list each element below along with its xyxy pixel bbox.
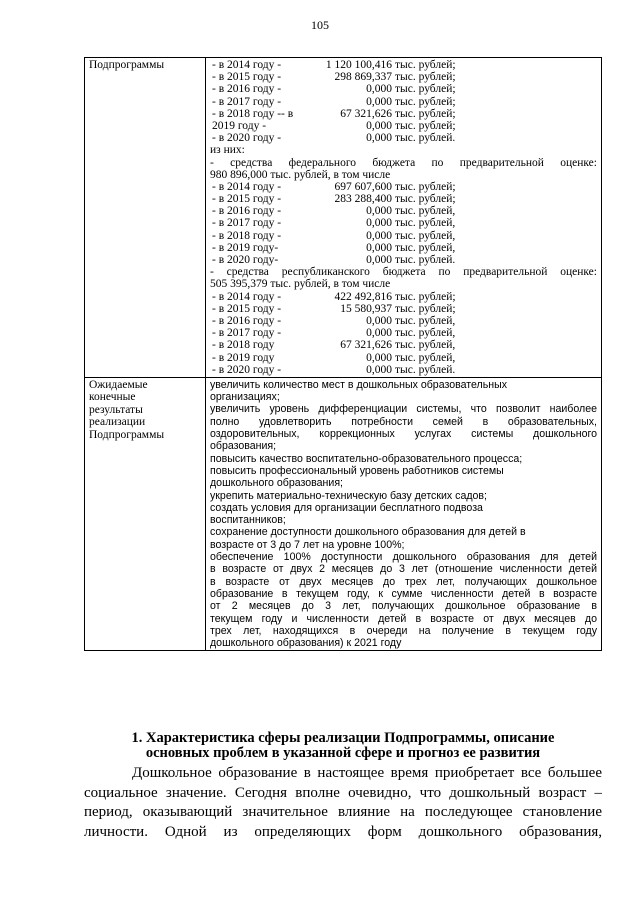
- federal-year-row: [212, 193, 597, 205]
- row-label-expected-results: [85, 377, 206, 651]
- financing-year-row: [212, 71, 597, 83]
- unit-label: тыс. рублей;: [395, 83, 456, 96]
- expected-result-line: текущем году и численности детей в возрасте от двух месяцев до: [210, 612, 597, 625]
- year-label: - в 2015 году -: [212, 71, 282, 84]
- amount-value: 0,000: [366, 327, 392, 340]
- expected-result-line: увеличить уровень дифференциации системы, что позволит наиболее: [210, 403, 597, 416]
- expected-result-line: образования;: [210, 440, 277, 453]
- year-label: - в 2014 году -: [212, 180, 282, 193]
- year-label: - в 2019 году: [212, 351, 275, 364]
- unit-label: тыс. рублей,: [395, 314, 456, 327]
- year-label: - в 2020 году -: [212, 132, 282, 145]
- expected-result-line: увеличить количество мест в дошкольных образовательных: [210, 378, 507, 391]
- year-label: - в 2015 году -: [212, 193, 282, 206]
- republic-financing-block: [212, 291, 597, 376]
- expected-result-line: образование в текущем году, к сумме численности детей в возрасте: [210, 587, 597, 600]
- year-label: - в 2017 году -: [212, 327, 282, 340]
- financing-year-row: [212, 108, 597, 120]
- expected-result-line: обеспечение 100% доступности дошкольного образования для детей: [210, 551, 597, 564]
- expected-result-line: повысить профессиональный уровень работников системы: [210, 464, 504, 477]
- unit-label: тыс. рублей;: [395, 59, 456, 71]
- section-title-line: основных проблем в указанной сфере и прогноз ее развития: [145, 745, 541, 761]
- body-text-line: личности. Одной из определяющих форм дошкольного образования,: [84, 823, 602, 840]
- unit-label: тыс. рублей,: [395, 351, 456, 364]
- expected-result-line: укрепить материально-техническую базу детских садов;: [210, 489, 487, 502]
- amount-value: 0,000: [366, 95, 392, 108]
- body-text-line: период, оказывающий значительное влияние на последующее становление: [84, 804, 602, 820]
- expected-result-line: воспитанников;: [210, 514, 286, 527]
- expected-result-line: дошкольного образования;: [210, 477, 343, 490]
- year-label: - в 2019 году-: [212, 241, 279, 254]
- table-row-results: [85, 377, 602, 651]
- row-label-line: конечные: [89, 391, 136, 404]
- expected-result-line: создать условия для организации бесплатного подвоза: [210, 501, 483, 514]
- year-label: - в 2017 году -: [212, 95, 282, 108]
- of-them-label: из них:: [210, 144, 245, 157]
- section-title-line: 1. Характеристика сферы реализации Подпрограммы, описание: [131, 730, 555, 746]
- unit-label: тыс. рублей.: [395, 132, 456, 145]
- federal-budget-note: - средства федерального бюджета по предварительной оценке:: [210, 156, 597, 169]
- federal-year-row: [212, 230, 597, 242]
- year-label: - в 2018 году -: [212, 229, 282, 242]
- expected-result-line: повысить качество воспитательно-образовательного процесса;: [210, 452, 523, 465]
- amount-value: 0,000: [366, 229, 392, 242]
- republic-year-row: [212, 303, 597, 315]
- federal-year-row: [212, 181, 597, 193]
- year-label: - в 2020 году -: [212, 363, 282, 376]
- unit-label: тыс. рублей,: [395, 217, 456, 230]
- expected-results-cell: [206, 377, 602, 651]
- unit-label: тыс. рублей;: [395, 107, 456, 120]
- expected-result-line: сохранение доступности дошкольного образования для детей в: [210, 526, 526, 539]
- expected-result-line: организациях;: [210, 391, 280, 404]
- total-financing-block: [212, 59, 597, 144]
- expected-result-line: возрасте от 3 до 7 лет на уровне 100%;: [210, 538, 405, 551]
- expected-result-line: в возрасте от двух 2 месяцев до 3 лет (отношение численности детей: [210, 563, 597, 576]
- financing-cell: [206, 58, 602, 378]
- row-label-line: реализации: [89, 416, 146, 429]
- year-label: - в 2018 году -- в: [212, 107, 294, 120]
- expected-result-line: в возрасте от двух месяцев до трех лет, получающих дошкольное: [210, 575, 597, 588]
- amount-value: 0,000: [366, 205, 392, 218]
- federal-budget-total: 980 896,000 тыс. рублей, в том числе: [210, 168, 391, 181]
- body-paragraph: [84, 764, 602, 842]
- year-label: - в 2014 году -: [212, 290, 282, 303]
- year-label: - в 2016 году -: [212, 205, 282, 218]
- year-label: - в 2016 году -: [212, 314, 282, 327]
- financing-year-row: [212, 83, 597, 95]
- federal-year-row: [212, 205, 597, 217]
- expected-result-line: оздоровительных, коррекционных услугах системы дошкольного: [210, 428, 597, 441]
- amount-value: 697 607,600: [334, 180, 392, 193]
- year-label: 2019 году -: [212, 119, 267, 132]
- amount-value: 1 120 100,416: [325, 59, 392, 71]
- row-label-subprograms: Подпрограммы: [85, 58, 206, 378]
- year-label: - в 2016 году -: [212, 83, 282, 96]
- unit-label: тыс. рублей,: [395, 241, 456, 254]
- amount-value: 0,000: [366, 254, 392, 266]
- unit-label: тыс. рублей,: [395, 327, 456, 340]
- republic-year-row: [212, 291, 597, 303]
- expected-result-line: дошкольного образования) к 2021 году: [210, 637, 402, 650]
- amount-value: 0,000: [366, 314, 392, 327]
- passport-table: [84, 57, 602, 651]
- amount-value: 0,000: [366, 119, 392, 132]
- unit-label: тыс. рублей.: [395, 254, 456, 266]
- year-label: - в 2015 году -: [212, 302, 282, 315]
- republic-year-row: [212, 364, 597, 376]
- federal-year-row: [212, 242, 597, 254]
- federal-year-row: [212, 217, 597, 229]
- amount-value: 0,000: [366, 83, 392, 96]
- row-label-line: Подпрограммы: [89, 428, 165, 441]
- amount-value: 298 869,337: [334, 71, 392, 84]
- amount-value: 422 492,816: [334, 290, 392, 303]
- amount-value: 0,000: [366, 132, 392, 145]
- unit-label: тыс. рублей;: [395, 180, 456, 193]
- row-label-line: Ожидаемые: [89, 378, 148, 391]
- amount-value: 0,000: [366, 363, 392, 376]
- republic-year-row: [212, 327, 597, 339]
- financing-year-row: [212, 132, 597, 144]
- year-label: - в 2017 году -: [212, 217, 282, 230]
- amount-value: 67 321,626: [340, 107, 392, 120]
- unit-label: тыс. рублей;: [395, 193, 456, 206]
- amount-value: 15 580,937: [340, 302, 392, 315]
- section-title: [84, 731, 602, 761]
- amount-value: 0,000: [366, 351, 392, 364]
- republic-year-row: [212, 352, 597, 364]
- amount-value: 0,000: [366, 217, 392, 230]
- republic-budget-total: 505 395,379 тыс. рублей, в том числе: [210, 278, 391, 291]
- amount-value: 0,000: [366, 241, 392, 254]
- body-text-line: социальное значение. Сегодня вполне очевидно, что дошкольный возраст –: [84, 784, 602, 801]
- year-label: - в 2018 году: [212, 339, 275, 352]
- year-label: - в 2014 году -: [212, 59, 282, 71]
- federal-financing-block: [212, 181, 597, 266]
- unit-label: тыс. рублей;: [395, 119, 456, 132]
- unit-label: тыс. рублей;: [395, 290, 456, 303]
- amount-value: 67 321,626: [340, 339, 392, 352]
- financing-year-row: [212, 96, 597, 108]
- republic-year-row: [212, 339, 597, 351]
- page-number: 105: [311, 18, 329, 32]
- unit-label: тыс. рублей;: [395, 95, 456, 108]
- unit-label: тыс. рублей,: [395, 205, 456, 218]
- row-label-line: результаты: [89, 403, 143, 416]
- unit-label: тыс. рублей,: [395, 229, 456, 242]
- financing-year-row: [212, 120, 597, 132]
- amount-value: 283 288,400: [334, 193, 392, 206]
- financing-year-row: [212, 59, 597, 71]
- year-label: - в 2020 году-: [212, 254, 279, 266]
- unit-label: тыс. рублей.: [395, 363, 456, 376]
- expected-result-line: полно удовлетворить потребности семей в образовательных,: [210, 415, 597, 428]
- republic-year-row: [212, 315, 597, 327]
- unit-label: тыс. рублей;: [395, 71, 456, 84]
- unit-label: тыс. рублей,: [395, 339, 456, 352]
- unit-label: тыс. рублей;: [395, 302, 456, 315]
- table-row-financing: [85, 58, 602, 378]
- expected-result-line: трех лет, находящихся в очереди на получение в текущем году: [210, 624, 597, 637]
- expected-result-line: от 2 месяцев до 3 лет, получающих дошкольное образование в: [210, 600, 597, 613]
- body-text-line: Дошкольное образование в настоящее время приобретает все большее: [132, 765, 602, 781]
- federal-year-row: [212, 254, 597, 266]
- republic-budget-note: - средства республиканского бюджета по предварительной оценке:: [210, 266, 597, 279]
